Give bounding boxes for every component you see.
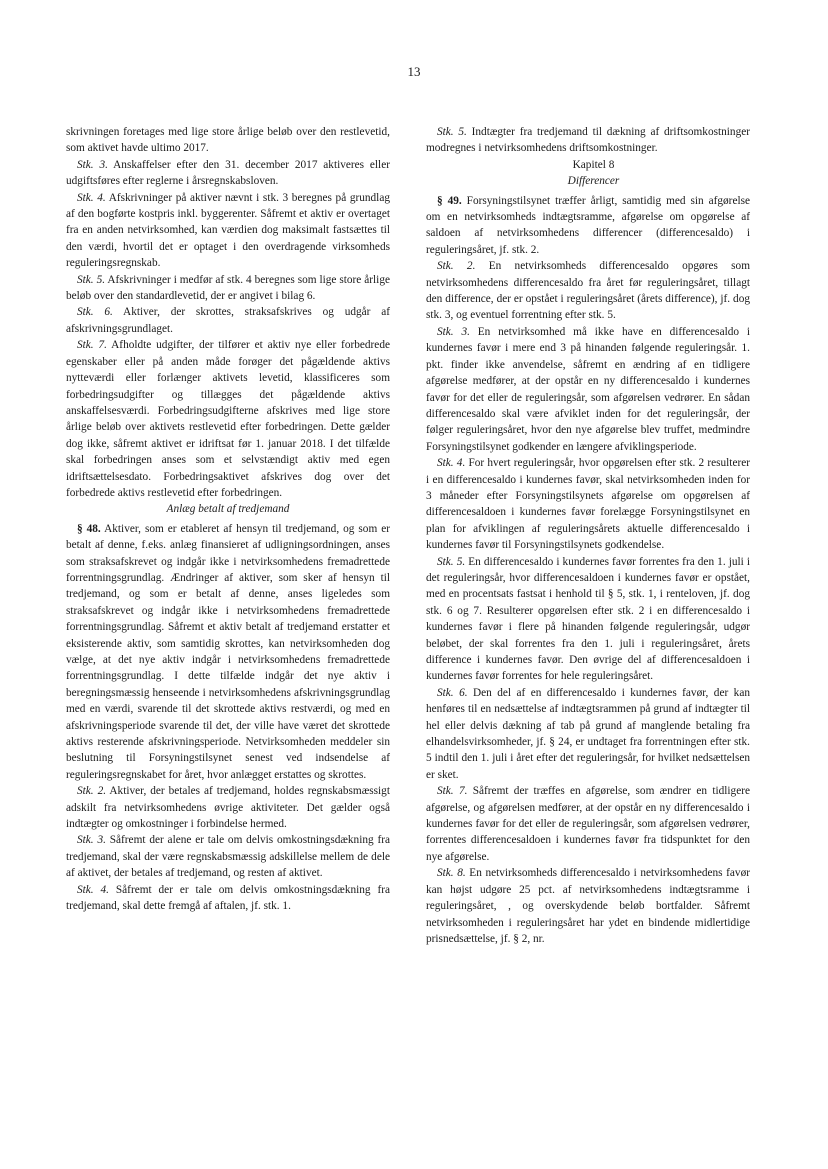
section-number: § 49. (437, 194, 462, 207)
paragraph (66, 832, 390, 881)
stk-label: Stk. 4. (77, 191, 106, 204)
paragraph-text: Aktiver, der betales af tredjemand, holdes regnskabsmæssigt adskilt fra netvirksomhedens øvrige aktiviteter. Det gælder også indtægter og omkostninger i forbindelse hermed. (66, 785, 390, 831)
right-column (426, 124, 750, 947)
paragraph (426, 554, 750, 685)
paragraph-text: Anskaffelser efter den 31. december 2017 aktiveres eller udgiftsføres efter reglerne i årsregnskabsloven. (66, 158, 390, 188)
chapter-heading: Kapitel 8 (572, 158, 615, 171)
stk-label: Stk. 7. (77, 339, 107, 352)
chapter-title: Differencer (567, 175, 620, 188)
paragraph-text: Indtægter fra tredjemand til dækning af driftsomkostninger modregnes i netvirksomhedens driftsomkostninger. (426, 126, 750, 155)
paragraph (426, 865, 750, 947)
paragraph (426, 783, 750, 865)
paragraph-text: Afholdte udgifter, der tilfører et aktiv nye eller forbedrede egenskaber eller på anden måde forøger det pågældende aktivs nytteværdi eller forlænger aktivets levetid, klassificeres som forbedringsudgifter og tillægges det pågældende aktivs anskaffelsesværdi. Forbedringsudgifterne afskrives med lige store årlige beløb over aktivets restlevetid efter forbedringen. Dette gælder dog ikke, såfremt aktivet er idriftsat før 1. januar 2018. I det tilfælde skal forbedringen anses som et selvstændigt aktiv med egen idriftsættelsesdato. Forbedringsaktivet afskrives dog over det forbedrede aktivs restlevetid efter forbedringen. (66, 339, 390, 499)
paragraph (426, 124, 750, 157)
paragraph (66, 272, 390, 305)
paragraph (66, 882, 390, 915)
paragraph-text: Forsyningstilsynet træffer årligt, samtidig med sin afgørelse om en netvirksomheds indtægtsramme, afgørelse om opgørelse af saldoen af netvirksomhedens differencer (differencesaldo) i reguleringsåret, jf. stk. 2. (426, 194, 751, 256)
paragraph (426, 455, 750, 553)
paragraph-text: For hvert reguleringsår, hvor opgørelsen efter stk. 2 resulterer i en differencesaldo i kundernes favør, skal netvirksomheden inden for 3 måneder efter Forsyningstilsynets afgørelse om opgørelsen af differencesaldoen i kundernes favør forelægge Forsyningstilsynet en plan for afviklingen af reguleringsårets aktuelle differencesaldo i kundernes favør til Forsyningstilsynets godkendelse. (426, 457, 750, 552)
stk-label: Stk. 3. (437, 325, 470, 338)
paragraph-text: Afskrivninger i medfør af stk. 4 beregnes som lige store årlige beløb over den standardlevetid, der er angivet i bilag 6. (66, 273, 390, 303)
stk-label: Stk. 3. (77, 834, 106, 847)
stk-label: Stk. 5. (77, 273, 106, 286)
stk-label: Stk. 2. (437, 260, 476, 273)
stk-label: Stk. 7. (437, 785, 468, 798)
stk-label: Stk. 8. (437, 867, 466, 880)
paragraph-text: Såfremt der træffes en afgørelse, som ændrer en tidligere afgørelse, og afgørelsen medfører, at der opstår en ny differencesaldo i kundernes favør for det eller de reguleringsår, som afgørelsen vedrører, forrentes differencesaldoen i kundernes favør fra tidspunktet for den nye afgørelse. (426, 785, 750, 863)
paragraph-text: Den del af en differencesaldo i kundernes favør, der kan henføres til en nedsættelse af indtægtsrammen på grund af indtægter til hel eller delvis dækning af tab på grund af manglende betaling fra elhandelsvirksomheder, jf. § 24, er undtaget fra forrentningen efter stk. 5 indtil den 1. juli i året efter det reguleringsår, for hvilket nedsættelsen er sket. (426, 686, 750, 781)
paragraph-text: Aktiver, der skrottes, straksafskrives og udgår af afskrivningsgrundlaget. (66, 306, 390, 335)
paragraph-text: Såfremt der er tale om delvis omkostningsdækning fra tredjemand, skal dette fremgå af aftalen, jf. stk. 1. (66, 883, 390, 913)
paragraph: skrivningen foretages med lige store årlige beløb over den restlevetid, som aktivet havde ultimo 2017. (66, 126, 390, 155)
paragraph (66, 337, 390, 501)
stk-label: Stk. 4. (437, 457, 466, 470)
paragraph (426, 685, 750, 783)
paragraph-text: En netvirksomheds differencesaldo opgøres som netvirksomhedens differencesaldo fra året før reguleringsåret, tillagt den difference, der er opstået i reguleringsåret (årets difference), jf. dog stk. 3, og eventuel forrentning efter stk. 5. (426, 260, 750, 322)
paragraph (66, 304, 390, 337)
paragraph-text: Aktiver, som er etableret af hensyn til tredjemand, og som er betalt af denne, f.eks. anlæg finansieret af udligningsordningen, anses som straksafskrevet og indgår ikke i netvirksomhedens fremadrettede forrentningsgrundlag. Ændringer af aktiver, som sker af hensyn til tredjemand, og som er betalt af denne, anses ligeledes som straksafskrevet og indgår ikke i netvirksomhedens fremadrettede forrentningsgrundlag. Såfremt et aktiv betalt af tredjemand erstatter et eksisterende aktiv, som samtidig skrottes, kan netvirksomheden dog vælge, at det nye aktiv indgår i netvirksomhedens fremadrettede forrentningsgrundlag. I dette tilfælde indgår det nye aktiv i beregningsmæssig henseende i netvirksomhedens afskrivningsgrundlag med en værdi, svarende til det skrottede aktivs restværdi, og med en afskrivningsperiode svarende til det, der ville have været det skrottede aktivs resterende afskrivningsperiode. Netvirksomheden meddeler sin beslutning til Forsyningstilsynet senest ved indsendelse af reguleringsregnskabet for året, hvor anlægget erstattes og skrottes. (66, 522, 390, 781)
stk-label: Stk. 5. (437, 555, 466, 568)
stk-label: Stk. 3. (77, 158, 108, 171)
section-48 (66, 521, 390, 784)
paragraph (426, 258, 750, 324)
paragraph (426, 324, 750, 455)
stk-label: Stk. 2. (77, 785, 107, 798)
stk-label: Stk. 5. (437, 126, 467, 138)
paragraph (66, 157, 390, 190)
page-number: 13 (407, 64, 421, 79)
paragraph-text: En differencesaldo i kundernes favør forrentes fra den 1. juli i det reguleringsår, hvor differencesaldoen i kundernes favør er opstået, med en procentsats fastsat i henhold til § 5, stk. 1, i renteloven, jf. dog stk. 6 og 7. Resulterer opgørelsen efter stk. 2 i en differencesaldo i kundernes favør i flere på hinanden følgende reguleringsår, udgør beløbet, der skal forrentes fra den 1. juli i reguleringsåret, årets difference i kundernes favør. Den øvrige del af differencesaldoen i kundernes favør forrentes for hele reguleringsåret. (426, 555, 750, 683)
paragraph-text: Såfremt der alene er tale om delvis omkostningsdækning fra tredjemand, skal der være regnskabsmæssig adskillelse mellem de dele af aktivet, der betales af tredjemand, og resten af aktivet. (66, 834, 390, 880)
paragraph-text: En netvirksomheds differencesaldo i netvirksomhedens favør kan højst udgøre 25 pct. af netvirksomhedens indtægtsramme i reguleringsåret, , og overskydende beløb bortfalder. Såfremt netvirksomheden i reguleringsåret har ydet en bindende midlertidige prisnedsættelse, jf. § 2, nr. (426, 867, 750, 945)
section-subheading: Anlæg betalt af tredjemand (166, 503, 290, 516)
stk-label: Stk. 4. (77, 883, 109, 896)
paragraph (66, 190, 390, 272)
paragraph-text: En netvirksomhed må ikke have en differencesaldo i kundernes favør i mere end 3 på hinanden følgende reguleringsår. 1. pkt. finder ikke anvendelse, såfremt en ændring af en tidligere afgørelse medfører, at der opstår en ny differencesaldo i kundernes favør for det eller de reguleringsår, som afgørelsen vedrører. En sådan differencesaldo skal være afviklet inden for det reguleringsår, der følger reguleringsåret, hvor den nye afgørelse blev truffet, medmindre Forsyningstilsynet godkender en længere afviklingsperiode. (426, 325, 750, 453)
stk-label: Stk. 6. (437, 686, 468, 699)
paragraph (66, 783, 390, 832)
stk-label: Stk. 6. (77, 306, 113, 319)
section-number: § 48. (77, 522, 101, 535)
section-49 (426, 193, 750, 259)
left-column (66, 124, 390, 915)
paragraph-text: Afskrivninger på aktiver nævnt i stk. 3 beregnes på grundlag af den bogførte kostpris inkl. byggerenter. Såfremt et aktiv er overtaget fra en anden netvirksomhed, kan værdien dog maksimalt fastsættes til den værdi, hvortil det er optaget i den overdragende virksomheds reguleringsregnskab. (66, 191, 390, 270)
